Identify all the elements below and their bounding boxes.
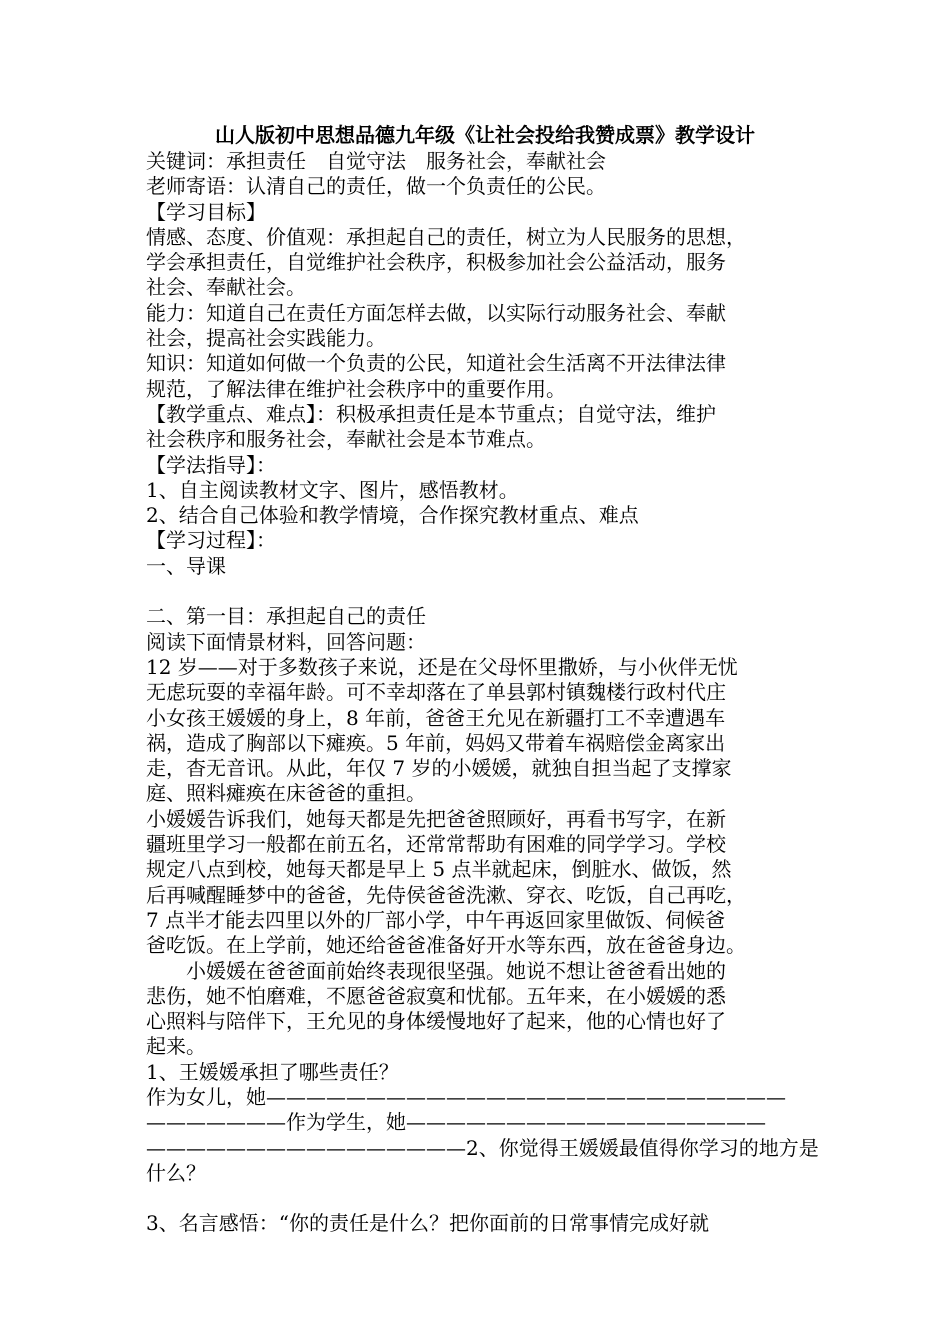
text-line: 【教学重点、难点】：积极承担责任是本节重点；自觉守法，维护	[146, 401, 716, 426]
text-line: 小媛媛在爸爸面前始终表现很坚强。她说不想让爸爸看出她的	[186, 958, 726, 983]
text-line: 1、自主阅读教材文字、图片，感悟教材。	[146, 477, 519, 502]
text-line: 7 点半才能去四里以外的厂部小学，中午再返回家里做饭、伺候爸	[146, 907, 726, 932]
text-line: 一、导课	[146, 553, 226, 578]
text-line: 二、第一目：承担起自己的责任	[146, 604, 426, 629]
text-line: ———————作为学生，她——————————————————	[146, 1110, 766, 1135]
text-line: 作为女儿，她——————————————————————————	[146, 1084, 786, 1109]
text-line: 2、结合自己体验和教学情境，合作探究教材重点、难点	[146, 503, 639, 528]
text-line: ————————————————2、你觉得王媛媛最值得你学习的地方是	[146, 1135, 819, 1160]
text-line: 1、王媛媛承担了哪些责任？	[146, 1059, 399, 1084]
text-line: 知识：知道如何做一个负责的公民，知道社会生活离不开法律法律	[146, 351, 726, 376]
text-line: 阅读下面情景材料，回答问题：	[146, 629, 426, 654]
text-line: 社会秩序和服务社会，奉献社会是本节难点。	[146, 427, 546, 452]
text-line: 走，杳无音讯。从此，年仅 7 岁的小媛媛，就独自担当起了支撑家	[146, 756, 732, 781]
text-line: 社会、奉献社会。	[146, 275, 306, 300]
text-line: 社会，提高社会实践能力。	[146, 326, 386, 351]
text-line: 疆班里学习一般都在前五名，还常常帮助有困难的同学学习。学校	[146, 832, 726, 857]
text-line: 【学习目标】	[146, 199, 266, 224]
document-title: 山人版初中思想品德九年级《让社会投给我赞成票》教学设计	[215, 123, 755, 147]
text-line: 爸吃饭。在上学前，她还给爸爸准备好开水等东西，放在爸爸身边。	[146, 933, 746, 958]
blank-line	[146, 1186, 818, 1211]
text-line: 【学法指导】：	[146, 452, 276, 477]
text-line: 悲伤，她不怕磨难，不愿爸爸寂寞和忧郁。五年来，在小媛媛的悉	[146, 983, 726, 1008]
text-line: 12 岁——对于多数孩子来说，还是在父母怀里撒娇，与小伙伴无忧	[146, 654, 738, 679]
text-line: 庭、照料瘫痪在床爸爸的重担。	[146, 781, 426, 806]
text-line: 小女孩王媛媛的身上，8 年前，爸爸王允见在新疆打工不幸遭遇车	[146, 705, 726, 730]
text-line: 起来。	[146, 1034, 206, 1059]
text-line: 祸，造成了胸部以下瘫痪。5 年前，妈妈又带着车祸赔偿金离家出	[146, 730, 726, 755]
text-line: 关键词：承担责任 自觉守法 服务社会，奉献社会	[146, 149, 606, 173]
text-line: 后再喊醒睡梦中的爸爸，先侍侯爸爸洗漱、穿衣、吃饭，自己再吃，	[146, 882, 746, 907]
text-line: 无虑玩耍的幸福年龄。可不幸却落在了单县郭村镇魏楼行政村代庄	[146, 680, 726, 705]
text-line: 学会承担责任，自觉维护社会秩序，积极参加社会公益活动，服务	[146, 250, 726, 275]
text-line: 小媛媛告诉我们，她每天都是先把爸爸照顾好，再看书写字，在新	[146, 806, 726, 831]
document-body	[146, 149, 818, 1237]
text-line: 心照料与陪伴下，王允见的身体缓慢地好了起来，他的心情也好了	[146, 1009, 726, 1034]
text-line: 情感、态度、价值观：承担起自己的责任，树立为人民服务的思想，	[146, 224, 746, 249]
blank-line	[146, 579, 818, 604]
text-line: 规范，了解法律在维护社会秩序中的重要作用。	[146, 376, 566, 401]
text-line: 什么？	[146, 1160, 206, 1185]
text-line: 规定八点到校，她每天都是早上 5 点半就起床，倒脏水、做饭，然	[146, 857, 732, 882]
text-line: 【学习过程】：	[146, 528, 276, 553]
text-line: 3、名言感悟：“你的责任是什么？把你面前的日常事情完成好就	[146, 1211, 709, 1236]
text-line: 老师寄语：认清自己的责任，做一个负责任的公民。	[146, 174, 606, 199]
text-line: 能力：知道自己在责任方面怎样去做，以实际行动服务社会、奉献	[146, 300, 726, 325]
